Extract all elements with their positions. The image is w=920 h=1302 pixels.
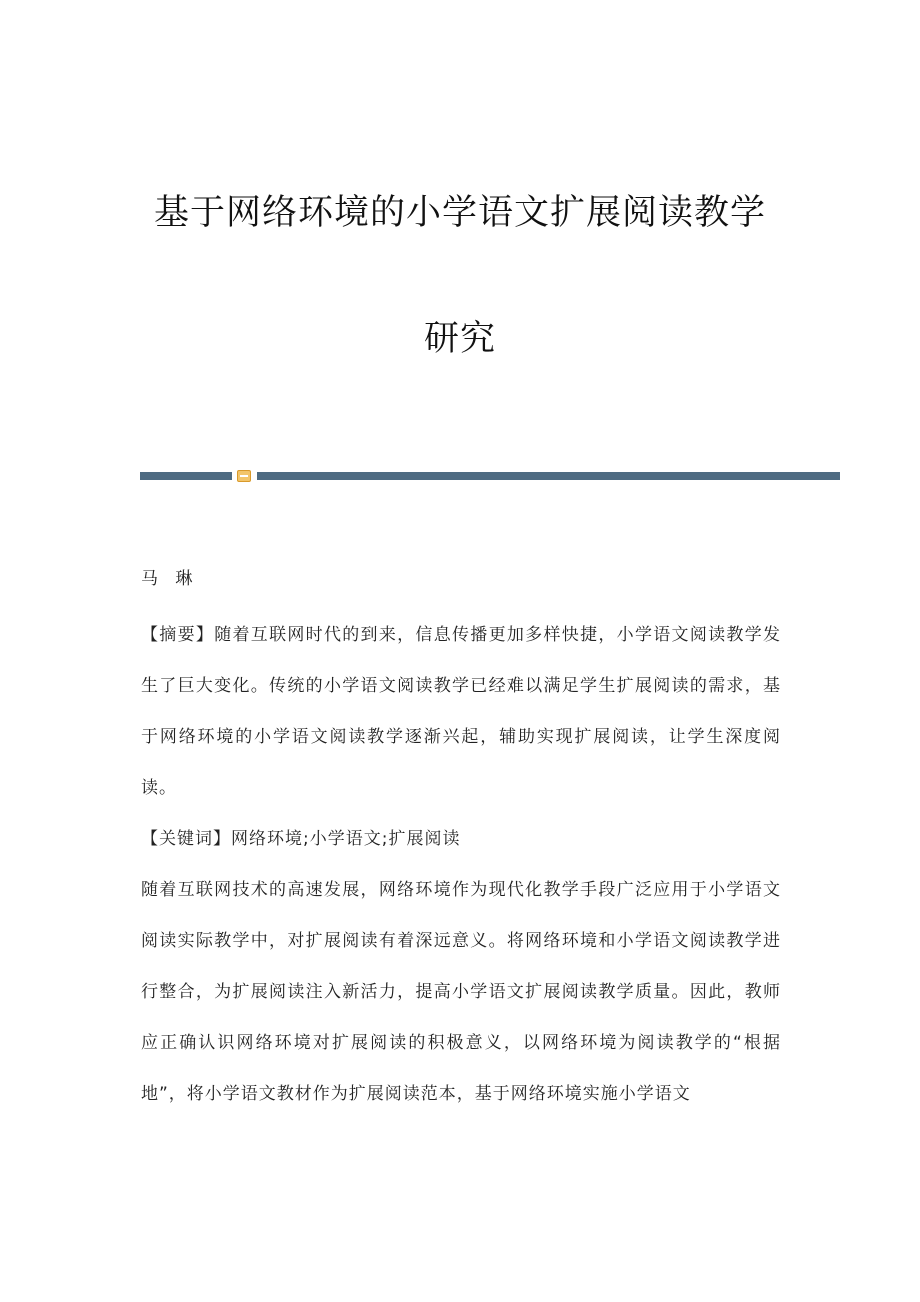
author-name: 马 琳	[141, 569, 199, 589]
divider-ornament-icon	[237, 470, 251, 482]
abstract-paragraph	[141, 610, 781, 814]
abstract-label: 【摘要】	[141, 625, 215, 645]
divider-bar-left	[140, 472, 232, 480]
document-title-line-2: 研究	[423, 319, 496, 359]
divider-bar-right	[257, 472, 840, 480]
abstract-text: 随着互联网时代的到来，信息传播更加多样快捷，小学语文阅读教学发生了巨大变化。传统的小学语文阅读教学已经难以满足学生扩展阅读的需求，基于网络环境的小学语文阅读教学逐渐兴起，辅助实现扩展阅读，让学生深度阅读。	[141, 625, 782, 798]
document-title-line-1: 基于网络环境的小学语文扩展阅读教学	[153, 193, 766, 233]
keywords-text: 网络环境;小学语文;扩展阅读	[231, 829, 461, 849]
body-paragraph: 随着互联网技术的高速发展，网络环境作为现代化教学手段广泛应用于小学语文阅读实际教学中，对扩展阅读有着深远意义。将网络环境和小学语文阅读教学进行整合，为扩展阅读注入新活力，提高小学语文扩展阅读教学质量。因此，教师应正确认识网络环境对扩展阅读的积极意义，以网络环境为阅读教学的“根据地”，将小学语文教材作为扩展阅读范本，基于网络环境实施小学语文	[141, 880, 781, 1104]
keywords-label: 【关键词】	[141, 829, 231, 849]
title-divider	[140, 468, 840, 484]
keywords-paragraph	[141, 814, 781, 865]
article-content	[141, 562, 781, 1120]
title-block	[100, 188, 820, 364]
